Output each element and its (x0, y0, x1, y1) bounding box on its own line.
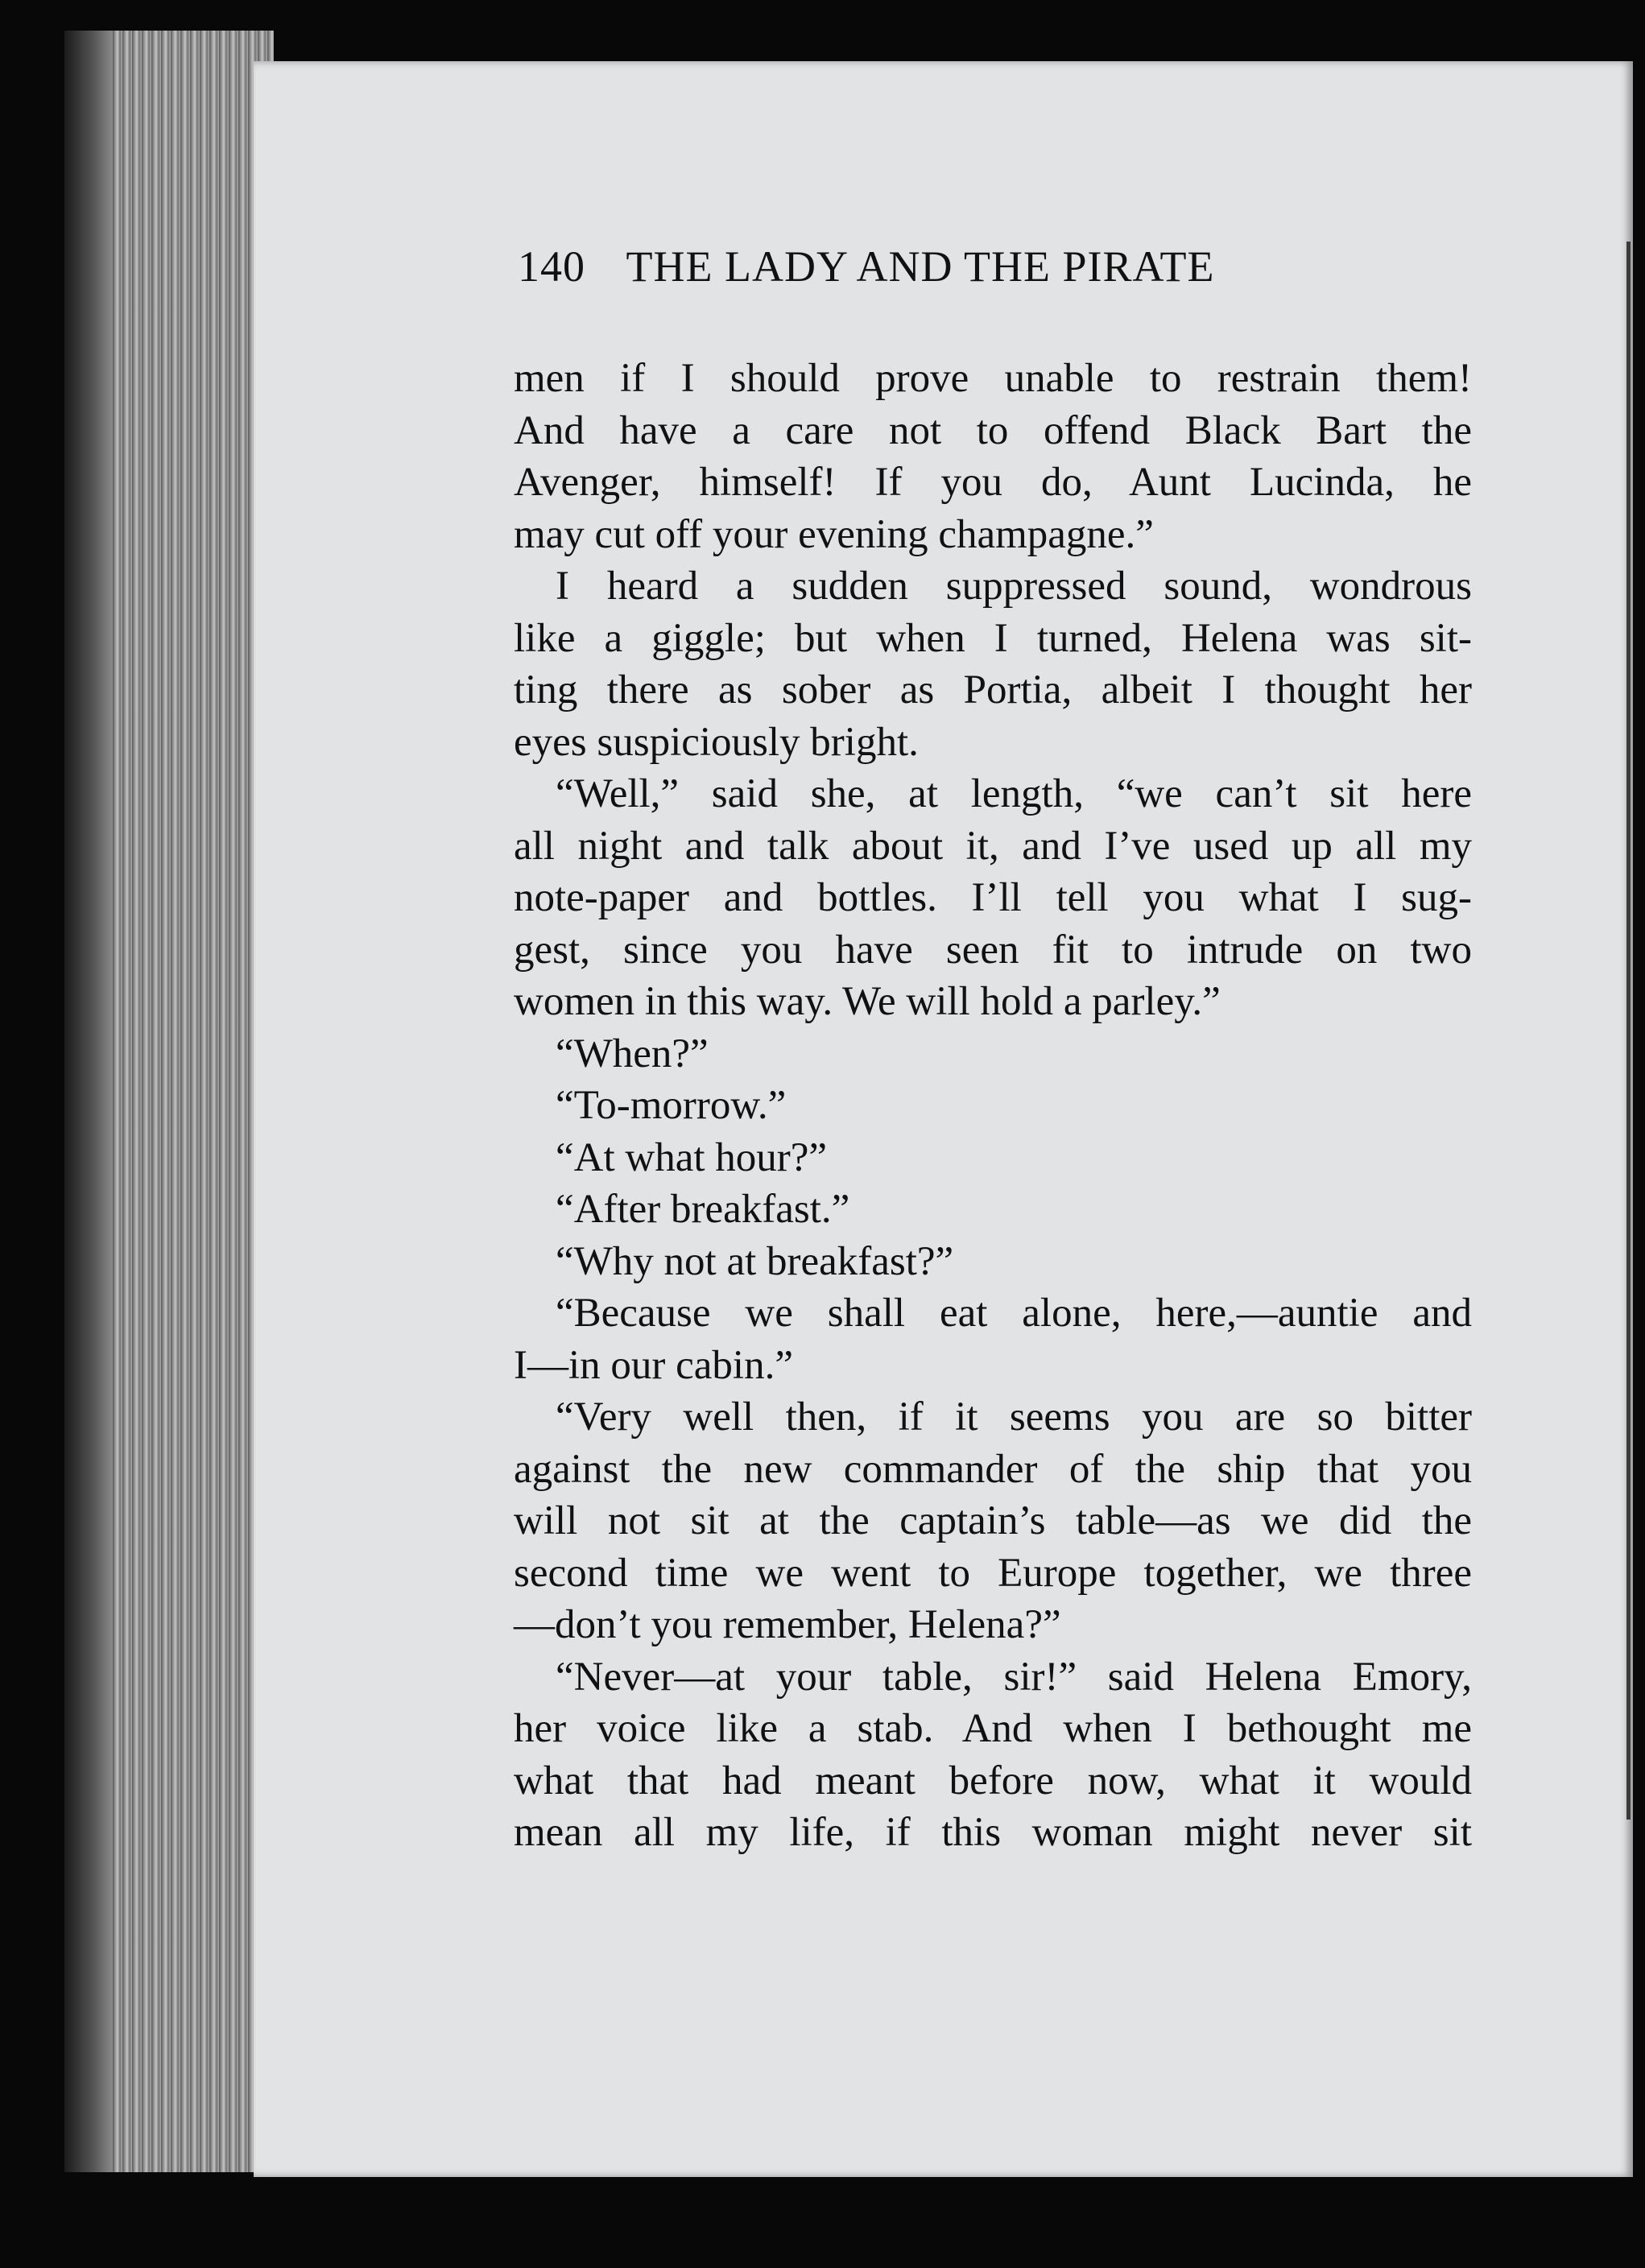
text-line: like a giggle; but when I turned, Helena was sit- (514, 615, 1472, 661)
text-line: “To-morrow.” (556, 1083, 787, 1128)
text-line: And have a care not to offend Black Bart the (514, 407, 1472, 453)
text-line: may cut off your evening champagne.” (514, 511, 1154, 557)
text-line: I heard a sudden suppressed sound, wondrous (556, 564, 1472, 609)
text-line: “Why not at breakfast?” (556, 1238, 954, 1284)
text-line: women in this way. We will hold a parley.” (514, 979, 1221, 1024)
text-line: all night and talk about it, and I’ve used up all my (514, 823, 1472, 869)
text-line: “Never—at your table, sir!” said Helena Emory, (556, 1654, 1472, 1700)
text-line: “When?” (556, 1031, 709, 1076)
text-line: gest, since you have seen fit to intrude on two (514, 927, 1472, 973)
running-header (518, 242, 1355, 306)
text-line: ting there as sober as Portia, albeit I thought her (514, 667, 1472, 713)
text-line: mean all my life, if this woman might never sit (514, 1810, 1472, 1855)
text-line: will not sit at the captain’s table—as we did the (514, 1498, 1472, 1543)
book-spine-shadow (64, 31, 113, 2172)
text-line: second time we went to Europe together, we three (514, 1550, 1472, 1596)
text-line: “Because we shall eat alone, here,—auntie and (556, 1291, 1472, 1336)
page-number: 140 (518, 242, 585, 291)
text-line: “Well,” said she, at length, “we can’t sit here (556, 771, 1472, 816)
text-line: note-paper and bottles. I’ll tell you what I sug- (514, 875, 1472, 920)
text-line: I—in our cabin.” (514, 1342, 793, 1388)
text-line: “Very well then, if it seems you are so bitter (556, 1394, 1472, 1440)
text-line: Avenger, himself! If you do, Aunt Lucinda, he (514, 460, 1472, 505)
running-title: THE LADY AND THE PIRATE (626, 242, 1215, 291)
text-line: her voice like a stab. And when I bethought me (514, 1706, 1472, 1751)
text-line: against the new commander of the ship that you (514, 1446, 1472, 1492)
text-line: —don’t you remember, Helena?” (514, 1602, 1061, 1647)
text-line: eyes suspiciously bright. (514, 719, 919, 765)
text-line: what that had meant before now, what it would (514, 1758, 1472, 1803)
body-text (514, 353, 1472, 1859)
text-line: “At what hour?” (556, 1134, 828, 1180)
page-gutter-line (1626, 242, 1631, 1820)
text-line: “After breakfast.” (556, 1187, 850, 1232)
text-line: men if I should prove unable to restrain them! (514, 356, 1472, 401)
